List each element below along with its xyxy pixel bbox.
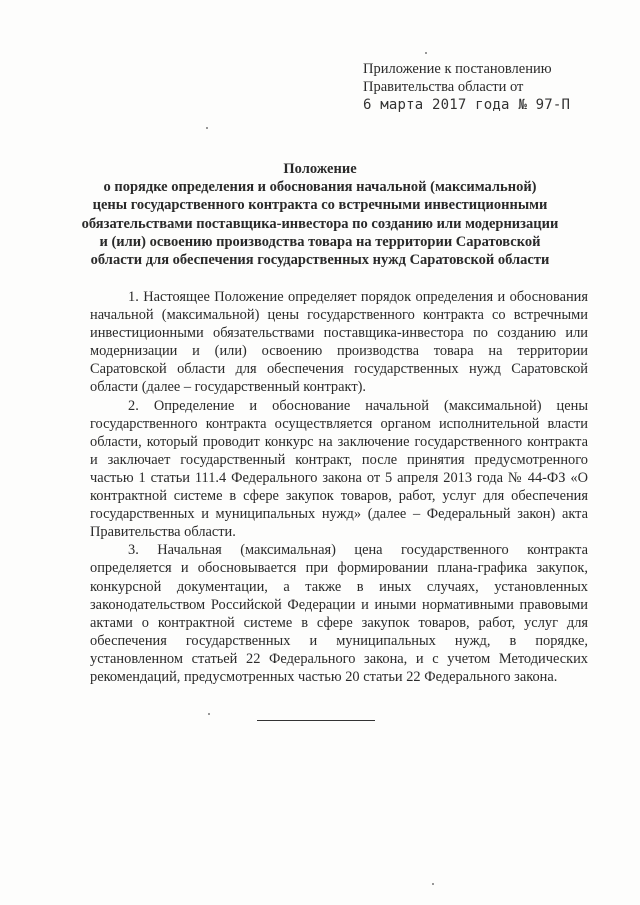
appendix-date-stamp: 6 марта 2017 года № 97-П <box>363 97 571 113</box>
paragraph-1: 1. Настоящее Положение определяет порядок определения и обоснования начальной (максимальной) цены государственного контракта со встречными инвестиционными обязательствами поставщика-инвестора по созданию или модернизации и (или) освоению производства товара на территории Саратовской области для обеспечения государственных нужд Саратовской области (далее – государственный контракт). <box>90 289 588 396</box>
title-heading: Положение <box>283 161 357 177</box>
appendix-line-1: Приложение к постановлению <box>363 61 552 77</box>
closing-divider-line <box>257 720 375 721</box>
scan-speck <box>432 883 434 885</box>
scan-speck <box>208 713 210 715</box>
scan-speck <box>206 127 208 129</box>
document-body <box>90 288 588 686</box>
title-line-2: цены государственного контракта со встречными инвестиционными <box>92 197 548 214</box>
scan-speck <box>425 52 427 54</box>
title-line-1: о порядке определения и обоснования начальной (максимальной) <box>103 179 537 196</box>
document-title <box>60 160 580 269</box>
paragraph-3: 3. Начальная (максимальная) цена государственного контракта определяется и обосновывается при формировании плана-графика закупок, конкурсной документации, а также в иных случаях, установленных законодательством Российской Федерации и иными нормативными правовыми актами о контрактной системе в сфере закупок товаров, работ, услуг для обеспечения государственных и муниципальных нужд, в порядке, установленном статьей 22 Федерального закона, и с учетом Методических рекомендаций, предусмотренных частью 20 статьи 22 Федерального закона. <box>90 542 588 685</box>
title-line-4: и (или) освоению производства товара на территории Саратовской <box>99 233 541 250</box>
title-line-3: обязательствами поставщика-инвестора по созданию или модернизации <box>81 215 559 232</box>
appendix-header <box>363 60 623 114</box>
title-line-5: области для обеспечения государственных нужд Саратовской области <box>90 252 550 269</box>
appendix-line-2: Правительства области от <box>363 79 524 95</box>
paragraph-2: 2. Определение и обоснование начальной (максимальной) цены государственного контракта осуществляется органом исполнительной власти области, который проводит конкурс на заключение государственного контракта и заключает государственный контракт, после принятия предусмотренного частью 1 статьи 111.4 Федерального закона от 5 апреля 2013 года № 44-ФЗ «О контрактной системе в сфере закупок товаров, работ, услуг для обеспечения государственных и муниципальных нужд» (далее – Федеральный закон) акта Правительства области. <box>90 397 588 541</box>
